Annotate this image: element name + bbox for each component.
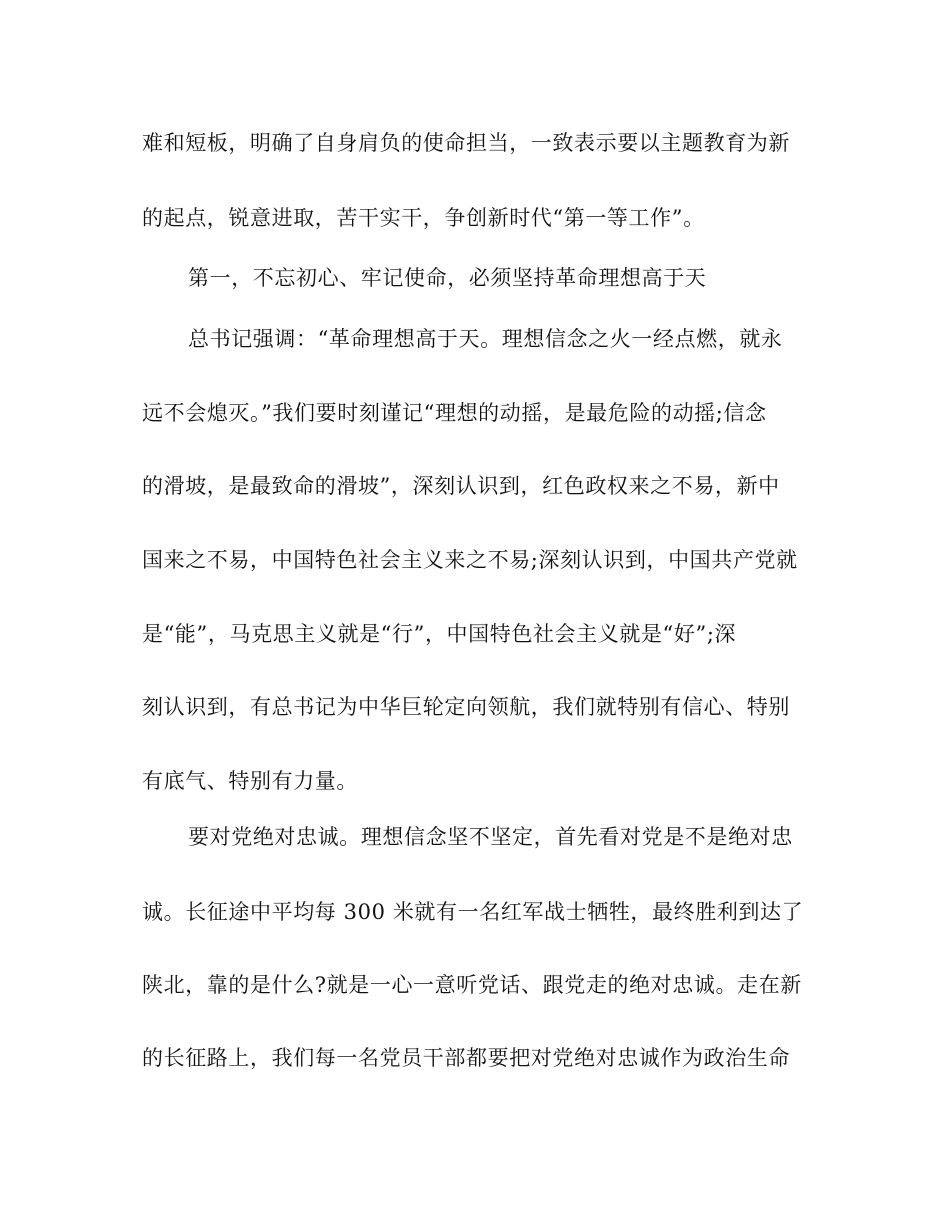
text-line-9: 刻认识到，有总书记为中华巨轮定向领航，我们就特别有信心、特别 [142,695,790,719]
text-line-11: 要对党绝对忠诚。理想信念坚不坚定，首先看对党是不是绝对忠 [188,825,793,849]
text-line-8: 是“能”，马克思主义就是“行”，中国特色社会主义就是“好”;深 [142,622,737,646]
text-line-5: 远不会熄灭。”我们要时刻谨记“理想的动摇，是最危险的动摇;信念 [142,401,767,425]
text-line-7: 国来之不易，中国特色社会主义来之不易;深刻认识到，中国共产党就 [142,548,798,572]
section-heading: 第一，不忘初心、牢记使命，必须坚持革命理想高于天 [188,266,707,290]
text-line-1: 难和短板，明确了自身肩负的使命担当，一致表示要以主题教育为新 [142,131,790,155]
text-line-13: 陕北，靠的是什么?就是一心一意听党话、跟党走的绝对忠诚。走在新 [142,973,802,997]
text-line-2: 的起点，锐意进取，苦干实干，争创新时代“第一等工作”。 [142,206,705,230]
text-line-12: 诚。长征途中平均每 300 米就有一名红军战士牺牲，最终胜利到达了 [142,900,804,924]
text-line-10: 有底气、特别有力量。 [142,769,358,793]
text-line-6: 的滑坡，是最致命的滑坡”，深刻认识到，红色政权来之不易，新中 [142,474,780,498]
text-line-14: 的长征路上，我们每一名党员干部都要把对党绝对忠诚作为政治生命 [142,1046,790,1070]
text-line-4: 总书记强调：“革命理想高于天。理想信念之火一经点燃，就永 [188,327,783,351]
